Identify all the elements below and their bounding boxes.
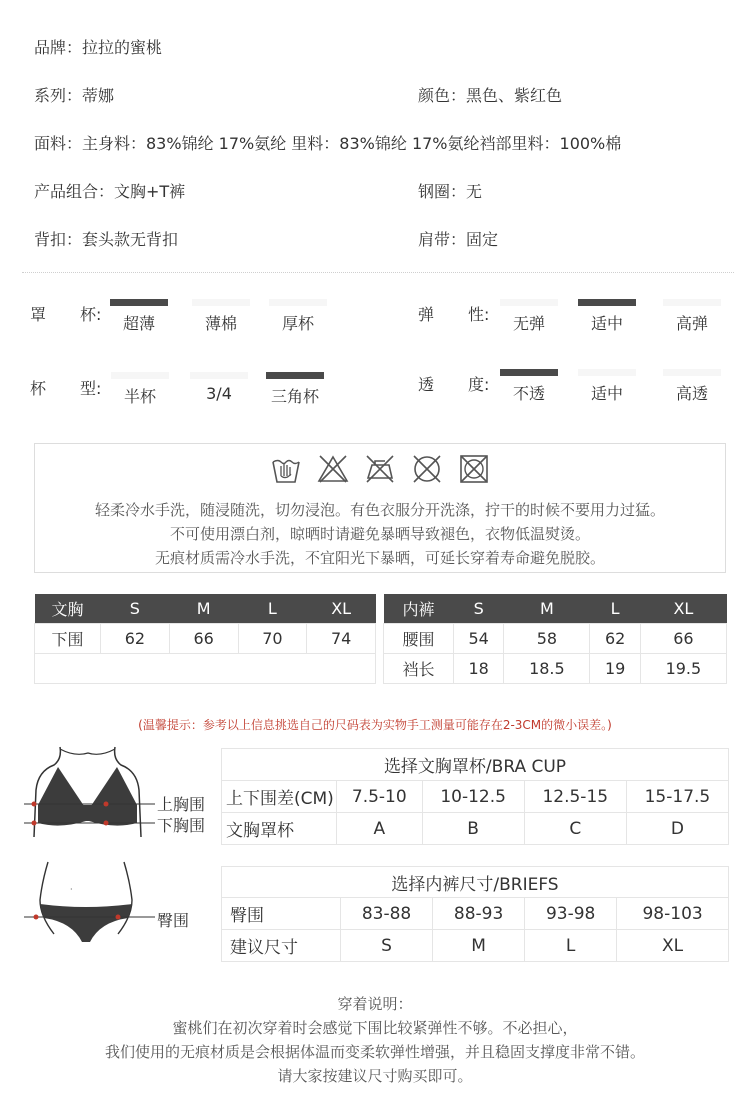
cup-option-thin: 薄棉 (192, 311, 250, 334)
fabric-info: 面料：主身料：83%锦纶 17%氨纶 里料：83%锦纶 17%氨纶裆部里料：100%棉 (34, 134, 622, 153)
table-cell: 93-98 (525, 898, 617, 930)
brand-info: 品牌：拉拉的蜜桃 (34, 38, 163, 57)
table-cell: D (626, 813, 728, 845)
table-cell: 66 (640, 624, 726, 654)
table-cell: 裆长 (384, 654, 454, 684)
hip-label: 臀围 (157, 911, 190, 930)
header-cell: L (238, 594, 307, 624)
brief-size-table (383, 594, 727, 684)
table-cell: 19 (590, 654, 640, 684)
svg-text:·: · (70, 885, 73, 894)
table-row (35, 624, 376, 654)
table-cell: S (341, 930, 433, 962)
table-title: 选择内裤尺寸/BRIEFS (222, 867, 729, 898)
table-cell: 15-17.5 (626, 781, 728, 813)
bra-size-table (34, 594, 376, 684)
table-cell: 54 (454, 624, 504, 654)
table-row (384, 654, 727, 684)
table-cell: M (433, 930, 525, 962)
table-cell: 66 (169, 624, 238, 654)
bra-cup-fit-table (221, 748, 729, 845)
transparency-option-opaque: 不透 (500, 381, 558, 404)
table-cell: L (525, 930, 617, 962)
care-line-3: 无痕材质需冷水手洗，不宜阳光下暴晒，可延长穿着寿命避免脱胶。 (154, 549, 605, 567)
color-info: 颜色：黑色、紫红色 (418, 86, 563, 105)
table-cell: 62 (590, 624, 640, 654)
header-cell: 文胸 (35, 594, 101, 624)
upper-bust-label: 上胸围 (157, 795, 206, 814)
table-cell: 98-103 (617, 898, 729, 930)
header-cell: XL (640, 594, 726, 624)
table-row (35, 654, 376, 684)
table-cell: 19.5 (640, 654, 726, 684)
table-cell: 上下围差(CM) (222, 781, 337, 813)
shape-option-triangle: 三角杯 (266, 384, 324, 407)
table-cell: 建议尺寸 (222, 930, 341, 962)
header-cell: 内裤 (384, 594, 454, 624)
header-cell: L (590, 594, 640, 624)
table-cell: 83-88 (341, 898, 433, 930)
care-line-1: 轻柔冷水手洗，随浸随洗，切勿浸泡。有色衣服分开洗涤，拧干的时候不要用力过猛。 (94, 501, 665, 519)
table-cell: 18 (454, 654, 504, 684)
table-row (222, 749, 729, 781)
divider (22, 272, 734, 273)
no-dry-clean-icon (410, 452, 444, 486)
underwire-info: 钢圈：无 (418, 182, 483, 201)
brief-size-header (384, 594, 727, 624)
table-cell: C (524, 813, 626, 845)
elastic-option-medium: 适中 (578, 311, 636, 334)
hand-wash-icon (269, 452, 303, 486)
table-cell: B (422, 813, 524, 845)
cup-option-thick: 厚杯 (269, 311, 327, 334)
no-bleach-icon (316, 452, 350, 486)
table-row (222, 930, 729, 962)
bra-size-header (35, 594, 376, 624)
wearing-notes-line-1: 蜜桃们在初次穿着时会感觉下围比较紧弹性不够。不必担心， (172, 1019, 578, 1037)
brief-illustration (20, 860, 160, 960)
transparency-option-high: 高透 (663, 381, 721, 404)
series-info: 系列：蒂娜 (34, 86, 115, 105)
table-cell: 88-93 (433, 898, 525, 930)
header-cell: S (454, 594, 504, 624)
wearing-notes-line-2: 我们使用的无痕材质是会根据体温而变柔软弹性增强，并且稳固支撑度非常不错。 (104, 1043, 645, 1061)
table-cell: 腰围 (384, 624, 454, 654)
care-instructions (34, 443, 726, 573)
bra-illustration (20, 745, 160, 840)
table-cell: 7.5-10 (337, 781, 423, 813)
combo-info: 产品组合：文胸+T裤 (34, 182, 186, 201)
header-cell: S (101, 594, 170, 624)
care-icons (35, 452, 725, 490)
table-cell: 70 (238, 624, 307, 654)
table-cell (35, 654, 376, 684)
table-row (222, 867, 729, 898)
table-cell: 58 (504, 624, 590, 654)
cup-option-ultrathin: 超薄 (110, 311, 168, 334)
wearing-notes-title: 穿着说明： (337, 995, 413, 1013)
table-row (222, 781, 729, 813)
table-cell: 62 (101, 624, 170, 654)
no-iron-icon (363, 452, 397, 486)
elastic-label: 弹 性: (418, 305, 490, 324)
table-row (222, 813, 729, 845)
header-cell: M (169, 594, 238, 624)
brief-fit-table (221, 866, 729, 962)
table-cell: XL (617, 930, 729, 962)
elastic-option-none: 无弹 (500, 311, 558, 334)
cup-label: 罩 杯: (30, 305, 102, 324)
table-row (222, 898, 729, 930)
table-cell: 18.5 (504, 654, 590, 684)
shape-option-three-quarter: 3/4 (190, 384, 248, 403)
table-cell: 10-12.5 (422, 781, 524, 813)
table-cell: 臀围 (222, 898, 341, 930)
shape-label: 杯 型: (30, 379, 102, 398)
table-cell: 12.5-15 (524, 781, 626, 813)
shape-option-half: 半杯 (111, 384, 169, 407)
header-cell: M (504, 594, 590, 624)
back-closure-info: 背扣：套头款无背扣 (34, 230, 179, 249)
transparency-option-medium: 适中 (578, 381, 636, 404)
under-bust-label: 下胸围 (157, 816, 206, 835)
table-cell: A (337, 813, 423, 845)
strap-info: 肩带：固定 (418, 230, 499, 249)
table-title: 选择文胸罩杯/BRA CUP (222, 749, 729, 781)
table-cell: 74 (307, 624, 376, 654)
table-row (384, 624, 727, 654)
size-tip: (温馨提示：参考以上信息挑选自己的尺码表为实物手工测量可能存在2-3CM的微小误差。) (138, 718, 612, 732)
no-tumble-dry-icon (457, 452, 491, 486)
table-cell: 下围 (35, 624, 101, 654)
header-cell: XL (307, 594, 376, 624)
table-cell: 文胸罩杯 (222, 813, 337, 845)
transparency-label: 透 度: (418, 375, 490, 394)
care-line-2: 不可使用漂白剂，晾晒时请避免暴晒导致褪色，衣物低温熨烫。 (169, 525, 590, 543)
wearing-notes-line-3: 请大家按建议尺寸购买即可。 (277, 1067, 473, 1085)
elastic-option-high: 高弹 (663, 311, 721, 334)
